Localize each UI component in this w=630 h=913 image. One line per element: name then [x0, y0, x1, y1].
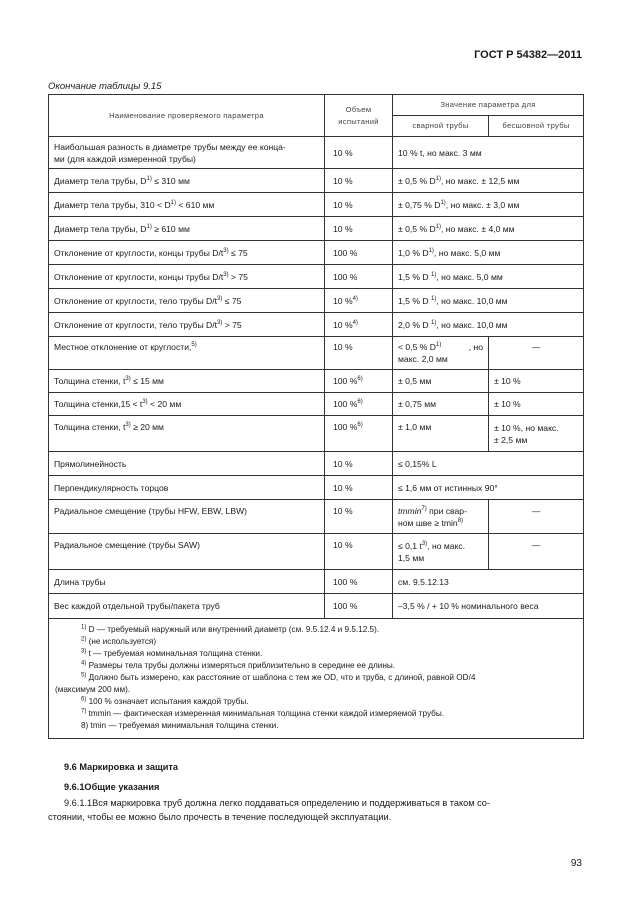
header-seamless: бесшовной трубы: [489, 116, 584, 137]
header-welded: сварной трубы: [393, 116, 489, 137]
param-cell: Наибольшая разность в диаметре трубы между ее конца- ми (для каждой измеренной трубы): [49, 137, 325, 169]
table-row: [49, 313, 584, 337]
footnote: $^{3)}$ t — требуемая номинальная толщина стенки.: [81, 648, 263, 658]
seamless-cell: ± 10 %: [489, 370, 584, 393]
table-row: [49, 289, 584, 313]
param-cell: Вес каждой отдельной трубы/пакета труб: [49, 594, 325, 619]
volume-cell: 10 %: [325, 452, 393, 476]
header-volume: Объем испытаний: [325, 95, 393, 137]
volume-cell: 10 %: [325, 137, 393, 169]
volume-cell: 10 %$^{4)}$: [325, 289, 393, 313]
value-cell: 10 % t, но макс. 3 мм: [393, 137, 584, 169]
seamless-cell: ± 10 %: [489, 393, 584, 416]
table-row: [49, 594, 584, 619]
value-cell: 1,5 % D $^{1)}$, но макс. 5,0 мм: [393, 265, 584, 289]
table-row: [49, 476, 584, 500]
seamless-cell: —: [489, 534, 584, 570]
table-caption: Окончание таблицы 9.15: [48, 81, 162, 92]
table-row: [49, 265, 584, 289]
value-cell: 2,0 % D $^{1)}$, но макс. 10,0 мм: [393, 313, 584, 337]
paragraph: 9.6.1.1Вся маркировка труб должна легко поддаваться определению и поддерживаться в таком со- стоянии, чтобы ее можно было прочесть в течение последующей эксплуатации.: [48, 798, 490, 822]
param-cell: Отклонение от круглости, тело трубы $D/t^{3)} > 75$: [49, 313, 325, 337]
table-row: [49, 169, 584, 193]
volume-cell: 100 %$^{6)}$: [325, 370, 393, 393]
parameters-table: [48, 94, 584, 739]
volume-cell: 100 %: [325, 570, 393, 594]
table-row: [49, 193, 584, 217]
param-cell: Радиальное смещение (трубы HFW, EBW, LBW): [49, 500, 325, 534]
volume-cell: 100 %: [325, 241, 393, 265]
table-row: [49, 570, 584, 594]
seamless-cell: ± 10 %, но макс. ± 2,5 мм: [489, 416, 584, 452]
param-cell: Отклонение от круглости, концы трубы $D/t^{3)} \le 75$: [49, 241, 325, 265]
volume-cell: 100 %$^{6)}$: [325, 393, 393, 416]
param-cell: Диаметр тела трубы, $D^{1)} \le 310$ мм: [49, 169, 325, 193]
welded-cell: ≤ 0,1 $t^{3)}$, но макс. 1,5 мм: [393, 534, 489, 570]
subsection-title: 9.6.1Общие указания: [64, 782, 160, 792]
volume-cell: 10 %: [325, 193, 393, 217]
seamless-cell: —: [489, 337, 584, 370]
volume-cell: 10 %: [325, 169, 393, 193]
volume-cell: 100 %: [325, 265, 393, 289]
value-cell: см. 9.5.12.13: [393, 570, 584, 594]
welded-cell: ± 0,5 мм: [393, 370, 489, 393]
footnotes-row: [49, 619, 584, 739]
welded-cell: ± 1,0 мм: [393, 416, 489, 452]
value-cell: ± 0,5 % $D^{1)}$, но макс. ± 12,5 мм: [393, 169, 584, 193]
table-row: [49, 241, 584, 265]
footnote: $^{7)}$ tmmin — фактическая измеренная минимальная толщина стенки каждой измеряемой трубы.: [81, 708, 445, 718]
footnote: 8) tmin — требуемая минимальная толщина стенки.: [81, 721, 279, 730]
value-cell: –3,5 % / + 10 % номинального веса: [393, 594, 584, 619]
param-cell: Толщина стенки, $t^{3)} \ge 20$ мм: [49, 416, 325, 452]
footnote: $^{6)}$ 100 % означает испытания каждой трубы.: [81, 696, 249, 706]
section-title: 9.6 Маркировка и защита: [64, 762, 178, 772]
table-row: [49, 370, 584, 393]
volume-cell: 10 %: [325, 476, 393, 500]
table-row: [49, 137, 584, 169]
table-row: [49, 452, 584, 476]
footnote: $^{4)}$ Размеры тела трубы должны измеряться приблизительно в середине ее длины.: [81, 660, 395, 670]
seamless-cell: —: [489, 500, 584, 534]
value-cell: 1,5 % D $^{1)}$, но макс. 10,0 мм: [393, 289, 584, 313]
volume-cell: 100 %: [325, 594, 393, 619]
volume-cell: 10 %: [325, 500, 393, 534]
param-cell: Отклонение от круглости, тело трубы $D/t^{3)} \le 75$: [49, 289, 325, 313]
value-cell: 1,0 % $D^{1)}$, но макс. 5,0 мм: [393, 241, 584, 265]
table-row: [49, 534, 584, 570]
param-cell: Отклонение от круглости, концы трубы $D/t^{3)} > 75$: [49, 265, 325, 289]
standard-header: ГОСТ Р 54382—2011: [474, 49, 582, 61]
value-cell: ± 0,5 % $D^{1)}$, но макс. ± 4,0 мм: [393, 217, 584, 241]
footnote-continuation: (максимум 200 мм).: [55, 685, 131, 694]
header-value: Значение параметра для: [393, 95, 584, 116]
footnote: $^{2)}$ (не используется): [81, 636, 157, 646]
welded-cell: < 0,5 % $D^{1)}$ , но макс. 2,0 мм: [393, 337, 489, 370]
param-cell: Диаметр тела трубы, $D^{1)} \ge 610$ мм: [49, 217, 325, 241]
page-number: 93: [570, 858, 582, 869]
param-cell: Местное отклонение от круглости,$^{5)}$: [49, 337, 325, 370]
footnotes: [49, 619, 584, 739]
table-row: [49, 393, 584, 416]
table-row: [49, 217, 584, 241]
volume-cell: 10 %: [325, 337, 393, 370]
welded-cell: ± 0,75 мм: [393, 393, 489, 416]
value-cell: ± 0,75 % $D^{1)}$, но макс. ± 3,0 мм: [393, 193, 584, 217]
welded-cell: tmmin$^{7)}$ при свар- ном шве ≥ tmin$^{8)}$: [393, 500, 489, 534]
param-cell: Прямолинейность: [49, 452, 325, 476]
value-cell: ≤ 1,6 мм от истинных 90°: [393, 476, 584, 500]
volume-cell: 100 %$^{6)}$: [325, 416, 393, 452]
table-row: [49, 500, 584, 534]
volume-cell: 10 %: [325, 534, 393, 570]
header-param: Наименование проверяемого параметра: [49, 95, 325, 137]
param-cell: Диаметр тела трубы, $310 < D^{1)} < 610$ мм: [49, 193, 325, 217]
value-cell: ≤ 0,15% L: [393, 452, 584, 476]
volume-cell: 10 %$^{4)}$: [325, 313, 393, 337]
table-row: [49, 416, 584, 452]
param-cell: Толщина стенки,15 < $t^{3)} < 20$ мм: [49, 393, 325, 416]
volume-cell: 10 %: [325, 217, 393, 241]
param-cell: Радиальное смещение (трубы SAW): [49, 534, 325, 570]
footnote: $^{5)}$ Должно быть измерено, как расстояние от шаблона с тем же OD, что и труба, с длиной, равной OD/4: [81, 672, 476, 682]
param-cell: Толщина стенки, $t^{3)} \le 15$ мм: [49, 370, 325, 393]
param-cell: Перпендикулярность торцов: [49, 476, 325, 500]
param-cell: Длина трубы: [49, 570, 325, 594]
table-row: [49, 337, 584, 370]
footnote: $^{1)}$ D — требуемый наружный или внутренний диаметр (см. 9.5.12.4 и 9.5.12.5).: [81, 624, 380, 634]
